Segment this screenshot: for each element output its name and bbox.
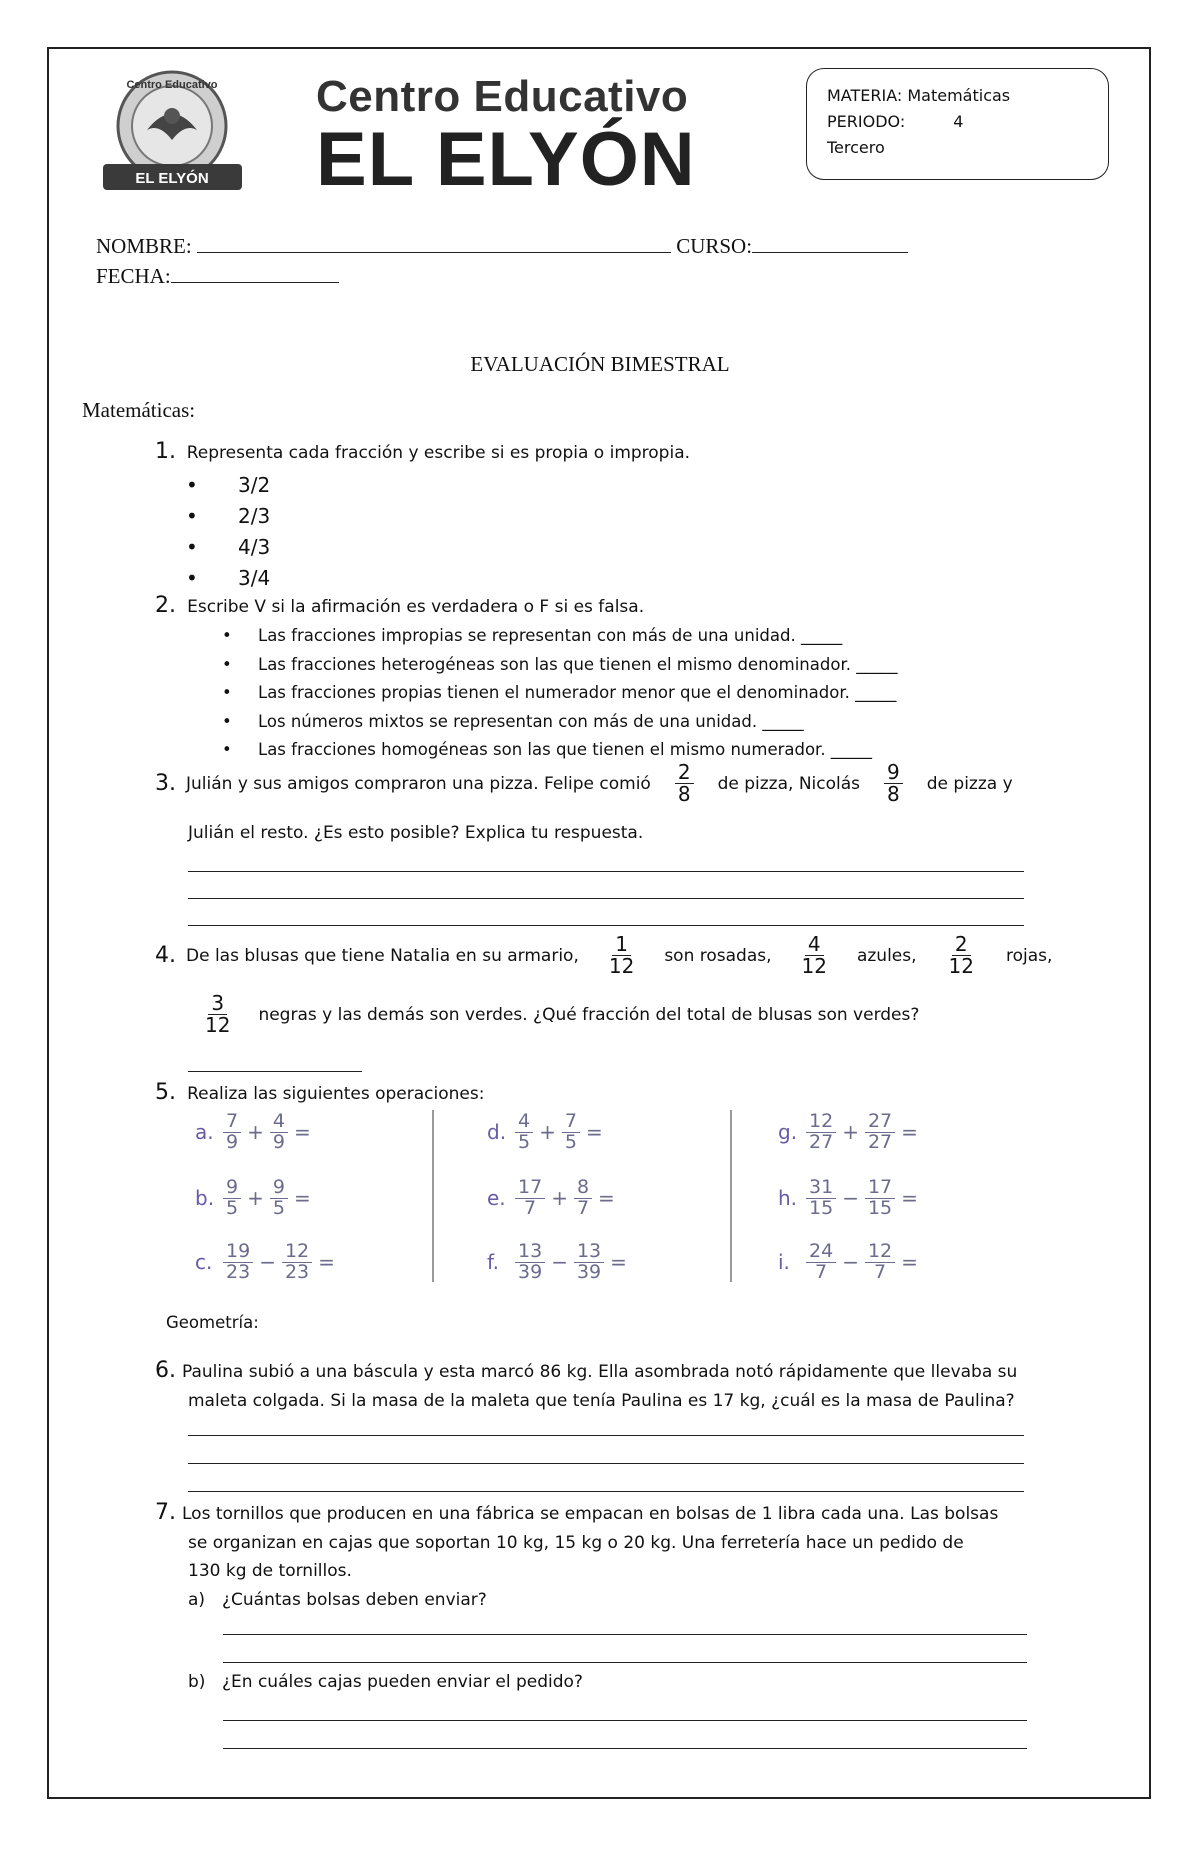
answer-line[interactable] bbox=[223, 1662, 1027, 1663]
q4-text-line2: negras y las demás son verdes. ¿Qué fracción del total de blusas son verdes? bbox=[258, 1004, 920, 1025]
fraction: $\frac{13}{39}$ bbox=[574, 1242, 604, 1283]
materia-text: MATERIA: Matemáticas bbox=[827, 86, 1011, 105]
q7-b-label: b) bbox=[188, 1672, 206, 1692]
periodo-value: 4 bbox=[953, 112, 964, 131]
fraction: $\frac{27}{27}$ bbox=[865, 1112, 895, 1153]
equals-sign: = bbox=[318, 1250, 335, 1275]
operation-a bbox=[195, 1112, 311, 1153]
list-item: • 2/3 bbox=[186, 504, 271, 528]
list-item: • 3/2 bbox=[186, 473, 271, 497]
answer-line[interactable] bbox=[223, 1634, 1027, 1635]
fraction: $\frac{9}{5}$ bbox=[223, 1178, 241, 1219]
operator-sign: − bbox=[551, 1250, 568, 1275]
column-divider bbox=[432, 1110, 434, 1282]
list-item: • Las fracciones impropias se representan con más de una unidad. _____ bbox=[222, 626, 843, 645]
operation-label: f. bbox=[487, 1250, 499, 1275]
q2-text: Escribe V si la afirmación es verdadera o F si es falsa. bbox=[187, 597, 645, 617]
list-item: • 4/3 bbox=[186, 535, 271, 559]
fecha-input-line[interactable] bbox=[171, 264, 339, 283]
equals-sign: = bbox=[610, 1250, 627, 1275]
fraction: $\frac{2}{8}$ bbox=[675, 762, 694, 805]
q2-number: 2. bbox=[155, 593, 176, 618]
question-6 bbox=[155, 1356, 1017, 1416]
answer-line[interactable] bbox=[188, 898, 1024, 899]
operator-sign: + bbox=[551, 1186, 568, 1211]
nombre-input-line[interactable] bbox=[197, 234, 671, 253]
date-row bbox=[96, 264, 339, 289]
fraction: $\frac{4}{12}$ bbox=[801, 932, 827, 978]
q1-text: Representa cada fracción y escribe si es propia o impropia. bbox=[186, 443, 691, 463]
fraction: $\frac{9}{5}$ bbox=[270, 1178, 288, 1219]
q7-line3: 130 kg de tornillos. bbox=[188, 1561, 352, 1581]
fraction: $\frac{12}{7}$ bbox=[865, 1242, 895, 1283]
q3-text-3: de pizza y bbox=[926, 773, 1013, 794]
answer-line[interactable] bbox=[188, 925, 1024, 926]
q2-list bbox=[222, 622, 897, 765]
operation-i bbox=[778, 1242, 918, 1283]
q3-text-1: Julián y sus amigos compraron una pizza. Felipe comió bbox=[186, 773, 651, 794]
q4-line2 bbox=[205, 993, 919, 1036]
section-math: Matemáticas: bbox=[82, 398, 196, 422]
list-item: • 3/4 bbox=[186, 566, 271, 590]
q7-b-text: ¿En cuáles cajas pueden enviar el pedido? bbox=[222, 1672, 583, 1692]
q6-line2: maleta colgada. Si la masa de la maleta que tenía Paulina es 17 kg, ¿cuál es la masa de Paulina? bbox=[188, 1391, 1015, 1411]
answer-line[interactable] bbox=[188, 1435, 1024, 1436]
name-course-row bbox=[96, 234, 908, 259]
fraction: $\frac{3}{12}$ bbox=[205, 991, 231, 1037]
q7-a-label: a) bbox=[188, 1589, 206, 1610]
list-item: • Las fracciones propias tienen el numerador menor que el denominador. _____ bbox=[222, 683, 897, 702]
fraction: $\frac{24}{7}$ bbox=[806, 1242, 836, 1283]
fraction: $\frac{9}{8}$ bbox=[884, 762, 903, 805]
q7-number: 7. bbox=[155, 1500, 176, 1525]
operator-sign: + bbox=[539, 1120, 556, 1145]
equals-sign: = bbox=[901, 1250, 918, 1275]
fraction: $\frac{17}{15}$ bbox=[865, 1178, 895, 1219]
q4-text-2: son rosadas, bbox=[664, 945, 772, 966]
logo-text-top: Centro Educativo bbox=[126, 79, 218, 91]
question-1 bbox=[155, 439, 690, 464]
operation-label: d. bbox=[487, 1120, 507, 1145]
operation-e bbox=[487, 1178, 615, 1219]
brand-line-2: EL ELYÓN bbox=[316, 117, 696, 202]
q4-text-1: De las blusas que tiene Natalia en su armario, bbox=[186, 945, 579, 966]
q3-text-2: de pizza, Nicolás bbox=[717, 773, 861, 794]
answer-line[interactable] bbox=[188, 1463, 1024, 1464]
nombre-label: NOMBRE: bbox=[96, 234, 192, 258]
operation-d bbox=[487, 1112, 603, 1153]
q6-number: 6. bbox=[155, 1358, 176, 1383]
q7-line1: Los tornillos que producen en una fábrica se empacan en bolsas de 1 libra cada una. Las bolsas bbox=[182, 1504, 999, 1524]
question-7 bbox=[155, 1499, 998, 1614]
fecha-label: FECHA: bbox=[96, 264, 171, 288]
fraction: $\frac{7}{9}$ bbox=[223, 1112, 241, 1153]
fraction: $\frac{8}{7}$ bbox=[574, 1178, 592, 1219]
subject-info-box bbox=[806, 68, 1109, 180]
fraction: $\frac{31}{15}$ bbox=[806, 1178, 836, 1219]
question-2 bbox=[155, 593, 644, 618]
answer-line[interactable] bbox=[188, 1491, 1024, 1492]
operation-label: b. bbox=[195, 1186, 215, 1211]
brand-line-1: Centro Educativo bbox=[316, 72, 689, 121]
operation-b bbox=[195, 1178, 311, 1219]
fraction: $\frac{4}{9}$ bbox=[270, 1112, 288, 1153]
periodo-label: PERIODO: bbox=[827, 112, 906, 131]
operation-f bbox=[487, 1242, 627, 1283]
question-4 bbox=[155, 934, 1052, 977]
fraction: $\frac{17}{7}$ bbox=[515, 1178, 545, 1219]
equals-sign: = bbox=[293, 1186, 311, 1211]
column-divider bbox=[730, 1110, 732, 1282]
fraction: $\frac{13}{39}$ bbox=[515, 1242, 545, 1283]
curso-input-line[interactable] bbox=[752, 234, 908, 253]
equals-sign: = bbox=[293, 1120, 311, 1145]
list-item: • Los números mixtos se representan con más de una unidad. _____ bbox=[222, 711, 804, 731]
q7-line2: se organizan en cajas que soportan 10 kg, 15 kg o 20 kg. Una ferretería hace un pedido de bbox=[188, 1532, 964, 1553]
operator-sign: − bbox=[842, 1250, 859, 1275]
periodo-row bbox=[827, 109, 1088, 135]
operation-label: e. bbox=[487, 1186, 506, 1211]
equals-sign: = bbox=[901, 1120, 918, 1145]
q3-text-line2: Julián el resto. ¿Es esto posible? Explica tu respuesta. bbox=[188, 823, 644, 843]
curso-label: CURSO: bbox=[676, 234, 753, 258]
fraction: $\frac{7}{5}$ bbox=[562, 1112, 580, 1153]
answer-line[interactable] bbox=[188, 871, 1024, 872]
answer-line[interactable] bbox=[188, 1071, 362, 1072]
equals-sign: = bbox=[585, 1120, 603, 1145]
operator-sign: − bbox=[842, 1186, 859, 1211]
q7-a-text: ¿Cuántas bolsas deben enviar? bbox=[222, 1589, 487, 1610]
operation-label: i. bbox=[778, 1250, 790, 1275]
q6-line1: Paulina subió a una báscula y esta marcó 86 kg. Ella asombrada notó rápidamente que llevaba su bbox=[182, 1362, 1018, 1382]
fraction: $\frac{1}{12}$ bbox=[608, 932, 635, 978]
operator-sign: + bbox=[247, 1120, 264, 1145]
q4-number: 4. bbox=[155, 943, 176, 968]
question-3 bbox=[155, 762, 1013, 805]
fraction: $\frac{19}{23}$ bbox=[223, 1242, 253, 1283]
page-title: EVALUACIÓN BIMESTRAL bbox=[470, 352, 730, 376]
equals-sign: = bbox=[598, 1186, 615, 1211]
operation-label: h. bbox=[778, 1186, 798, 1211]
q5-number: 5. bbox=[155, 1080, 176, 1105]
q4-text-3: azules, bbox=[856, 945, 917, 966]
equals-sign: = bbox=[901, 1186, 918, 1211]
operation-label: a. bbox=[195, 1120, 214, 1145]
operator-sign: − bbox=[259, 1250, 276, 1275]
operation-h bbox=[778, 1178, 918, 1219]
operation-g bbox=[778, 1112, 918, 1153]
fraction: $\frac{4}{5}$ bbox=[515, 1112, 533, 1153]
operator-sign: + bbox=[247, 1186, 264, 1211]
question-5 bbox=[155, 1080, 484, 1105]
q5-text: Realiza las siguientes operaciones: bbox=[187, 1084, 485, 1104]
school-logo-icon bbox=[95, 68, 250, 198]
q1-list bbox=[186, 470, 270, 594]
fraction: $\frac{12}{23}$ bbox=[282, 1242, 312, 1283]
fraction: $\frac{2}{12}$ bbox=[948, 932, 974, 978]
q1-number: 1. bbox=[155, 439, 176, 464]
q4-text-4: rojas, bbox=[1005, 945, 1053, 966]
answer-line[interactable] bbox=[223, 1720, 1027, 1721]
fraction: $\frac{12}{27}$ bbox=[806, 1112, 836, 1153]
operation-label: c. bbox=[195, 1250, 213, 1275]
answer-line[interactable] bbox=[223, 1748, 1027, 1749]
grado-text: Tercero bbox=[827, 138, 885, 157]
operation-c bbox=[195, 1242, 335, 1283]
list-item: • Las fracciones heterogéneas son las que tienen el mismo denominador. _____ bbox=[222, 654, 898, 674]
logo-text-bottom: EL ELYÓN bbox=[135, 170, 209, 187]
q3-number: 3. bbox=[155, 771, 176, 796]
operation-label: g. bbox=[778, 1120, 798, 1145]
q7-b bbox=[188, 1672, 583, 1692]
operator-sign: + bbox=[842, 1120, 859, 1145]
section-geometry: Geometría: bbox=[166, 1313, 259, 1332]
list-item: • Las fracciones homogéneas son las que tienen el mismo numerador. _____ bbox=[222, 740, 873, 759]
